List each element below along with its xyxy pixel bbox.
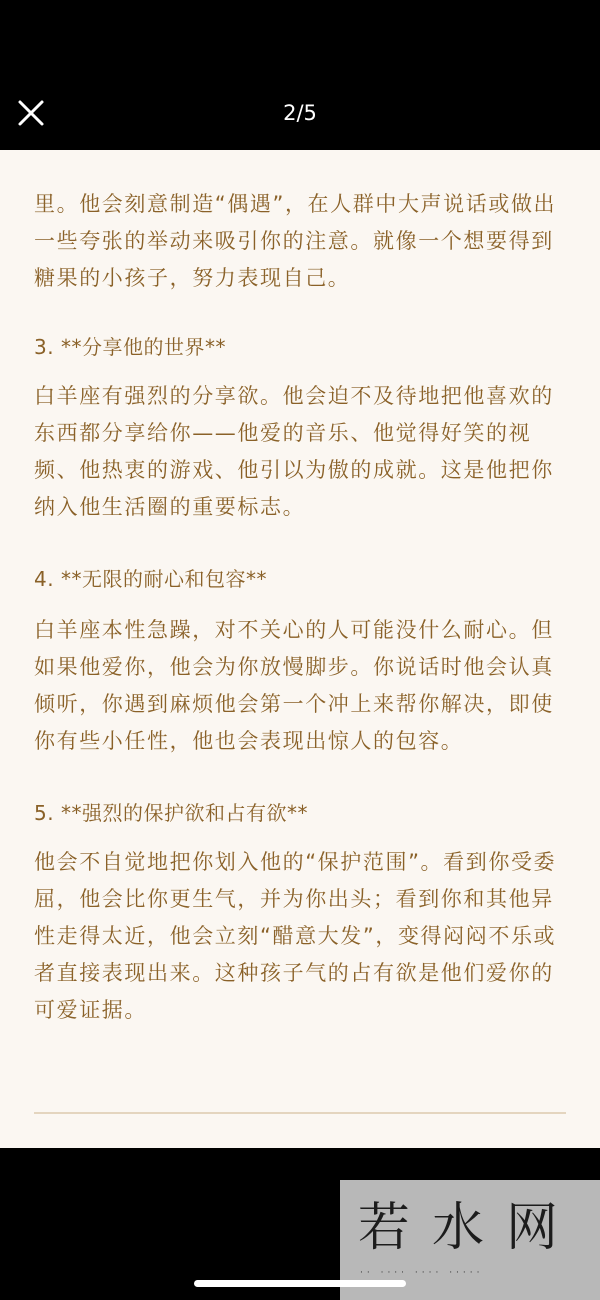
watermark-text: 若水网 [358,1198,581,1258]
top-bar [0,0,600,150]
article-content [0,150,600,1148]
paragraph [34,844,574,1029]
paragraph-line: 如果他爱你，他会为你放慢脚步。你说话时他会认真 [34,655,554,679]
paragraph-line: 他会不自觉地把你划入他的“保护范围”。看到你受委 [34,850,557,874]
paragraph-line: 屈，他会比你更生气，并为你出头；看到你和其他异 [34,887,554,911]
paragraph-line: 里。他会刻意制造“偶遇”，在人群中大声说话或做出 [34,192,557,216]
paragraph [34,378,574,526]
section-heading-3: 3. **分享他的世界** [34,335,226,359]
watermark-subtext: ·· ···· ···· ····· [360,1268,484,1278]
divider [34,1112,566,1114]
paragraph-line: 者直接表现出来。这种孩子气的占有欲是他们爱你的 [34,961,554,985]
paragraph-line: 倾听，你遇到麻烦他会第一个冲上来帮你解决，即使 [34,692,554,716]
paragraph-line: 东西都分享给你——他爱的音乐、他觉得好笑的视 [34,421,532,445]
paragraph [34,186,574,297]
paragraph-line: 白羊座有强烈的分享欲。他会迫不及待地把他喜欢的 [34,384,554,408]
home-indicator[interactable] [194,1280,406,1287]
paragraph-line: 性走得太近，他会立刻“醋意大发”，变得闷闷不乐或 [34,924,557,948]
paragraph-line: 一些夸张的举动来吸引你的注意。就像一个想要得到 [34,229,554,253]
paragraph-line: 纳入他生活圈的重要标志。 [34,495,306,519]
paragraph-line: 你有些小任性，他也会表现出惊人的包容。 [34,729,464,753]
bottom-bar [0,1148,600,1300]
section-heading-4: 4. **无限的耐心和包容** [34,567,267,591]
paragraph-line: 糖果的小孩子，努力表现自己。 [34,266,351,290]
paragraph-line: 频、他热衷的游戏、他引以为傲的成就。这是他把你 [34,458,554,482]
paragraph-line: 白羊座本性急躁，对不关心的人可能没什么耐心。但 [34,618,554,642]
close-icon [14,96,48,130]
paragraph-line: 可爱证据。 [34,998,147,1022]
close-button[interactable] [14,96,48,130]
page-indicator: 2/5 [283,101,317,125]
section-heading-5: 5. **强烈的保护欲和占有欲** [34,801,308,825]
paragraph [34,612,574,760]
